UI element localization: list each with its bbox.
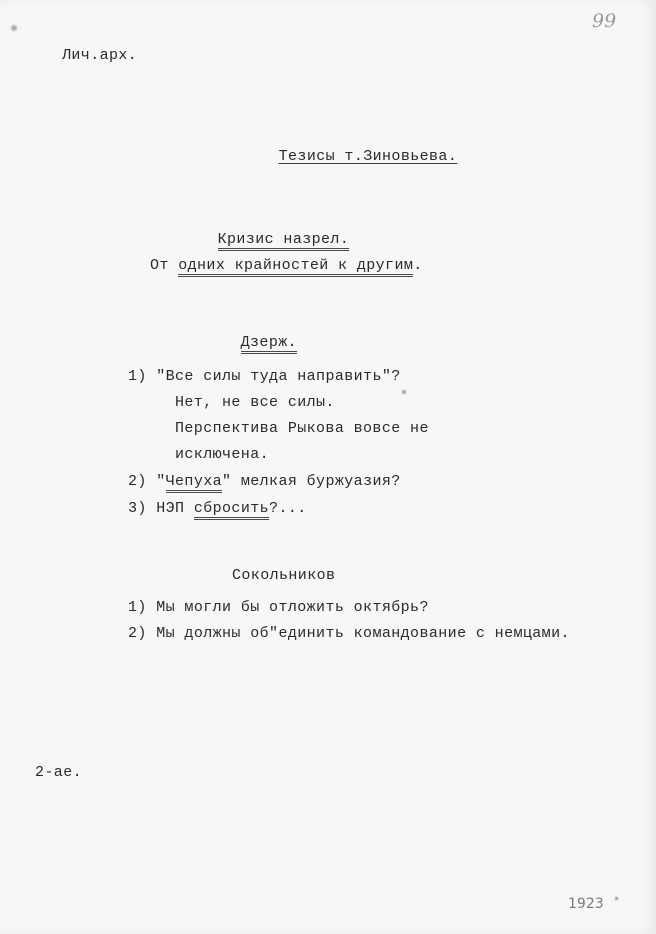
title-text: Тезисы т.Зиновьева. [278, 148, 458, 165]
item-number: 3) [128, 500, 147, 517]
item-post: " мелкая буржуазия? [222, 473, 401, 490]
footer-note: 2-ае. [35, 764, 83, 781]
item-number: 2) [128, 625, 147, 642]
folio-number: 99 [592, 10, 617, 32]
ink-speck [614, 896, 619, 901]
sokolnikov-item-1 [128, 599, 429, 617]
dzerzh-item-3 [128, 500, 307, 518]
extremes-underlined: одних крайностей к другим [178, 257, 413, 277]
item-underlined: сбросить [194, 500, 269, 520]
dzerzh-heading-text: Дзерж. [241, 334, 297, 354]
item-number: 1) [128, 599, 147, 616]
item-underlined: Чепуха [166, 473, 222, 493]
item-text: Мы должны об"единить командование с немцами. [156, 625, 570, 642]
sokolnikov-heading: Сокольников [232, 567, 336, 584]
ink-speck [10, 24, 18, 32]
dzerzh-heading [203, 316, 297, 370]
archive-mark: Лич.арх. [62, 47, 138, 64]
dzerzh-item-2 [128, 473, 401, 491]
extremes-line [150, 257, 423, 275]
item-number: 1) [128, 368, 147, 385]
extremes-prefix: От [150, 257, 179, 274]
document-title [241, 130, 457, 184]
dzerzh-item-1-cont-3: исключена. [175, 446, 270, 463]
extremes-suffix: . [413, 257, 423, 274]
item-number: 2) [128, 473, 147, 490]
dzerzh-item-1-cont-1: Нет, не все силы. [175, 394, 335, 411]
dzerzh-item-1-cont-2: Перспектива Рыкова вовсе не [175, 420, 429, 437]
item-text: Мы могли бы отложить октябрь? [156, 599, 429, 616]
ink-speck [401, 389, 407, 395]
item-post: ?... [269, 500, 307, 517]
dzerzh-item-1 [128, 368, 401, 386]
crisis-text: Кризис назрел. [218, 231, 350, 251]
bottom-archive-number: 1923 [568, 896, 604, 912]
sokolnikov-item-2 [128, 625, 570, 643]
item-pre: " [156, 473, 166, 490]
item-pre: НЭП [156, 500, 194, 517]
item-text: "Все силы туда направить"? [156, 368, 401, 385]
